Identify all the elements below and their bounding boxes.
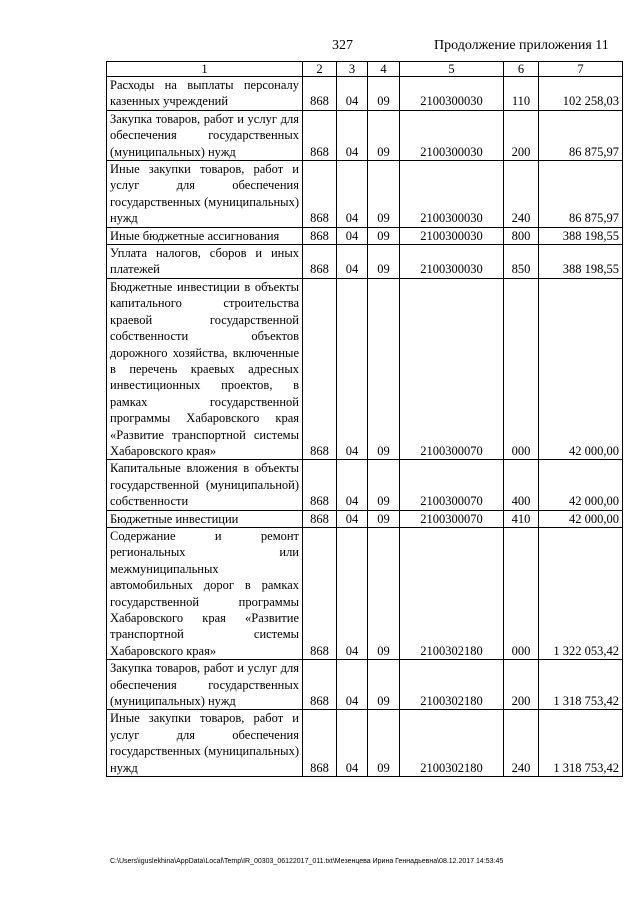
- cell-type: 850: [504, 245, 539, 279]
- cell-subsection: 09: [368, 510, 400, 527]
- cell-type: 110: [504, 77, 539, 111]
- cell-amount: 1 322 053,42: [539, 527, 623, 659]
- cell-code: 868: [303, 710, 337, 777]
- cell-name: Капитальные вложения в объекты государственной (муниципальной) собственности: [107, 460, 303, 510]
- cell-amount: 86 875,97: [539, 110, 623, 160]
- cell-code: 868: [303, 527, 337, 659]
- cell-amount: 42 000,00: [539, 510, 623, 527]
- cell-code: 868: [303, 110, 337, 160]
- cell-section: 04: [337, 510, 368, 527]
- cell-section: 04: [337, 710, 368, 777]
- cell-subsection: 09: [368, 660, 400, 710]
- table-row: [107, 227, 623, 244]
- page-number: 327: [332, 38, 353, 53]
- continuation-title: Продолжение приложения 11: [434, 38, 609, 53]
- table-row: [107, 460, 623, 510]
- cell-subsection: 09: [368, 527, 400, 659]
- col-number: 1: [107, 62, 303, 77]
- cell-section: 04: [337, 77, 368, 111]
- cell-subsection: 09: [368, 110, 400, 160]
- cell-name: Расходы на выплаты персоналу казенных учреждений: [107, 77, 303, 111]
- file-path-footer: C:\Users\iguslekhina\AppData\Local\Temp\IR_00303_06122017_011.txt\Мезенцева Ирина Геннадьевна\08.12.2017 14:53:45: [110, 858, 504, 865]
- col-number: 6: [504, 62, 539, 77]
- cell-target: 2100300030: [400, 110, 504, 160]
- cell-code: 868: [303, 510, 337, 527]
- cell-subsection: 09: [368, 161, 400, 228]
- col-number: 5: [400, 62, 504, 77]
- cell-section: 04: [337, 161, 368, 228]
- cell-subsection: 09: [368, 227, 400, 244]
- cell-target: 2100300030: [400, 227, 504, 244]
- cell-code: 868: [303, 278, 337, 459]
- col-number: 4: [368, 62, 400, 77]
- cell-amount: 42 000,00: [539, 460, 623, 510]
- cell-subsection: 09: [368, 460, 400, 510]
- cell-name: Бюджетные инвестиции в объекты капитального строительства краевой государственной собственности объектов дорожного хозяйства, включенные в перечень краевых адресных инвестиционных проектов, в рамках государственной программы Хабаровского края «Развитие транспортной системы Хабаровского края»: [107, 278, 303, 459]
- cell-type: 400: [504, 460, 539, 510]
- cell-section: 04: [337, 110, 368, 160]
- table-row: [107, 110, 623, 160]
- column-number-row: [107, 62, 623, 77]
- cell-type: 000: [504, 527, 539, 659]
- cell-section: 04: [337, 660, 368, 710]
- cell-target: 2100300030: [400, 77, 504, 111]
- cell-code: 868: [303, 77, 337, 111]
- col-number: 7: [539, 62, 623, 77]
- cell-section: 04: [337, 527, 368, 659]
- cell-code: 868: [303, 245, 337, 279]
- table-row: [107, 161, 623, 228]
- cell-type: 240: [504, 161, 539, 228]
- table-row: [107, 660, 623, 710]
- table-row: [107, 278, 623, 459]
- cell-subsection: 09: [368, 77, 400, 111]
- cell-type: 000: [504, 278, 539, 459]
- cell-name: Закупка товаров, работ и услуг для обеспечения государственных (муниципальных) нужд: [107, 660, 303, 710]
- cell-name: Закупка товаров, работ и услуг для обеспечения государственных (муниципальных) нужд: [107, 110, 303, 160]
- cell-section: 04: [337, 278, 368, 459]
- cell-amount: 1 318 753,42: [539, 710, 623, 777]
- cell-type: 410: [504, 510, 539, 527]
- cell-type: 240: [504, 710, 539, 777]
- cell-amount: 388 198,55: [539, 245, 623, 279]
- cell-name: Бюджетные инвестиции: [107, 510, 303, 527]
- cell-amount: 388 198,55: [539, 227, 623, 244]
- budget-table: [106, 61, 623, 777]
- cell-target: 2100300030: [400, 161, 504, 228]
- cell-subsection: 09: [368, 710, 400, 777]
- cell-section: 04: [337, 460, 368, 510]
- cell-target: 2100302180: [400, 710, 504, 777]
- cell-code: 868: [303, 227, 337, 244]
- cell-subsection: 09: [368, 278, 400, 459]
- cell-amount: 102 258,03: [539, 77, 623, 111]
- cell-type: 200: [504, 660, 539, 710]
- table-row: [107, 77, 623, 111]
- cell-target: 2100302180: [400, 660, 504, 710]
- cell-name: Иные закупки товаров, работ и услуг для обеспечения государственных (муниципальных) нужд: [107, 710, 303, 777]
- cell-code: 868: [303, 460, 337, 510]
- cell-target: 2100302180: [400, 527, 504, 659]
- cell-amount: 86 875,97: [539, 161, 623, 228]
- table-body: [107, 62, 623, 777]
- cell-code: 868: [303, 660, 337, 710]
- cell-target: 2100300070: [400, 278, 504, 459]
- cell-section: 04: [337, 245, 368, 279]
- cell-target: 2100300070: [400, 510, 504, 527]
- cell-amount: 1 318 753,42: [539, 660, 623, 710]
- table-row: [107, 527, 623, 659]
- cell-code: 868: [303, 161, 337, 228]
- cell-name: Иные закупки товаров, работ и услуг для обеспечения государственных (муниципальных) нужд: [107, 161, 303, 228]
- cell-type: 200: [504, 110, 539, 160]
- col-number: 2: [303, 62, 337, 77]
- cell-target: 2100300030: [400, 245, 504, 279]
- cell-target: 2100300070: [400, 460, 504, 510]
- cell-amount: 42 000,00: [539, 278, 623, 459]
- table-row: [107, 245, 623, 279]
- cell-name: Иные бюджетные ассигнования: [107, 227, 303, 244]
- table-row: [107, 510, 623, 527]
- table-row: [107, 710, 623, 777]
- col-number: 3: [337, 62, 368, 77]
- cell-section: 04: [337, 227, 368, 244]
- cell-subsection: 09: [368, 245, 400, 279]
- cell-name: Содержание и ремонт региональных или межмуниципальных автомобильных дорог в рамках государственной программы Хабаровского края «Развитие транспортной системы Хабаровского края»: [107, 527, 303, 659]
- cell-name: Уплата налогов, сборов и иных платежей: [107, 245, 303, 279]
- cell-type: 800: [504, 227, 539, 244]
